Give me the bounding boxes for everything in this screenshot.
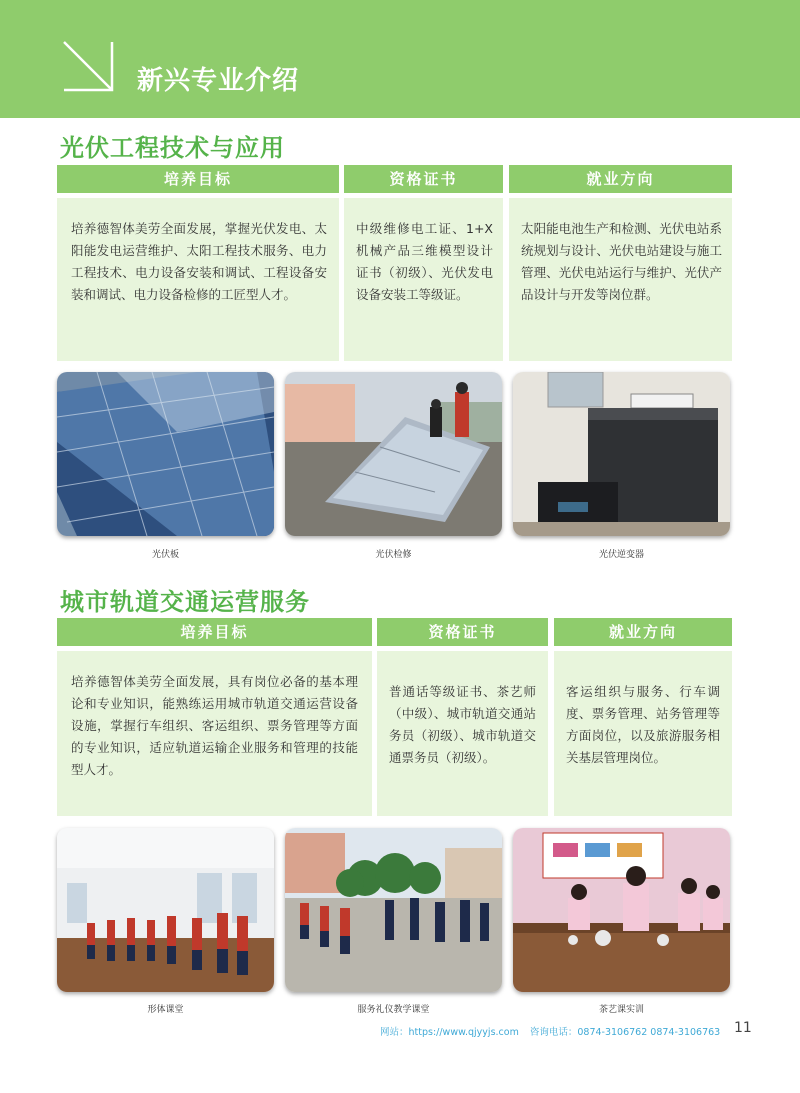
section-title-photovoltaic: 光伏工程技术与应用 (60, 134, 285, 162)
photo-inverter (513, 372, 730, 536)
goal-text-2: 培养德智体美劳全面发展，具有岗位必备的基本理论和专业知识，能熟练运用城市轨道交通运营设备设施，掌握行车组织、客运组织、票务管理等方面的专业知识，适应轨道运输企业服务和管理的技能型人才。 (71, 674, 358, 777)
caption-body-class: 形体课堂 (147, 1005, 184, 1015)
caption-panel-maintenance: 光伏检修 (375, 550, 412, 560)
certificate-text: 中级维修电工证、1+X机械产品三维模型设计证书（初级）、光伏发电设备安装工等级证。 (356, 221, 493, 302)
column-header-certificate: 资格证书 (344, 165, 503, 193)
column-header-goal: 培养目标 (57, 165, 339, 193)
footer-website-link[interactable]: 网站：https://www.qjyyjs.com (380, 1027, 519, 1038)
photo-etiquette-class (285, 828, 502, 992)
caption-solar-panels: 光伏板 (151, 550, 179, 560)
certificate-text-2: 普通话等级证书、茶艺师（中级）、城市轨道交通站务员（初级）、城市轨道交通票务员（初级）。 (389, 684, 536, 765)
footer-phone: 咨询电话：0874-3106762 0874-3106763 (529, 1027, 721, 1038)
career-text-2: 客运组织与服务、行车调度、票务管理、站务管理等方面岗位，以及旅游服务相关基层管理岗位。 (566, 684, 720, 765)
page-header (0, 0, 800, 118)
page-number: 11 (734, 1020, 752, 1036)
arrow-down-right-icon (60, 38, 116, 94)
certificate-box (344, 198, 503, 361)
column-header-certificate-2: 资格证书 (377, 618, 548, 646)
goal-box (57, 198, 339, 361)
footer-contact (380, 1024, 728, 1038)
photo-panel-maintenance (285, 372, 502, 536)
column-header-career-2: 就业方向 (554, 618, 732, 646)
photo-body-class (57, 828, 274, 992)
caption-tea-art: 茶艺课实训 (598, 1005, 644, 1015)
column-header-career: 就业方向 (509, 165, 732, 193)
column-header-goal-2: 培养目标 (57, 618, 372, 646)
certificate-box-2 (377, 651, 548, 816)
goal-box-2 (57, 651, 372, 816)
goal-text: 培养德智体美劳全面发展，掌握光伏发电、太阳能发电运营维护、太阳工程技术服务、电力工程技术、电力设备安装和调试、工程设备安装和调试、电力设备检修的工匠型人才。 (71, 221, 327, 302)
career-box (509, 198, 732, 361)
career-box-2 (554, 651, 732, 816)
photo-solar-panels (57, 372, 274, 536)
section-title-rail-transit: 城市轨道交通运营服务 (60, 588, 310, 616)
page-title: 新兴专业介绍 (137, 66, 300, 96)
caption-etiquette-class: 服务礼仪教学课堂 (357, 1005, 430, 1015)
photo-tea-art (513, 828, 730, 992)
caption-inverter: 光伏逆变器 (598, 550, 644, 560)
career-text: 太阳能电池生产和检测、光伏电站系统规划与设计、光伏电站建设与施工管理、光伏电站运行与维护、光伏产品设计与开发等岗位群。 (521, 221, 722, 302)
